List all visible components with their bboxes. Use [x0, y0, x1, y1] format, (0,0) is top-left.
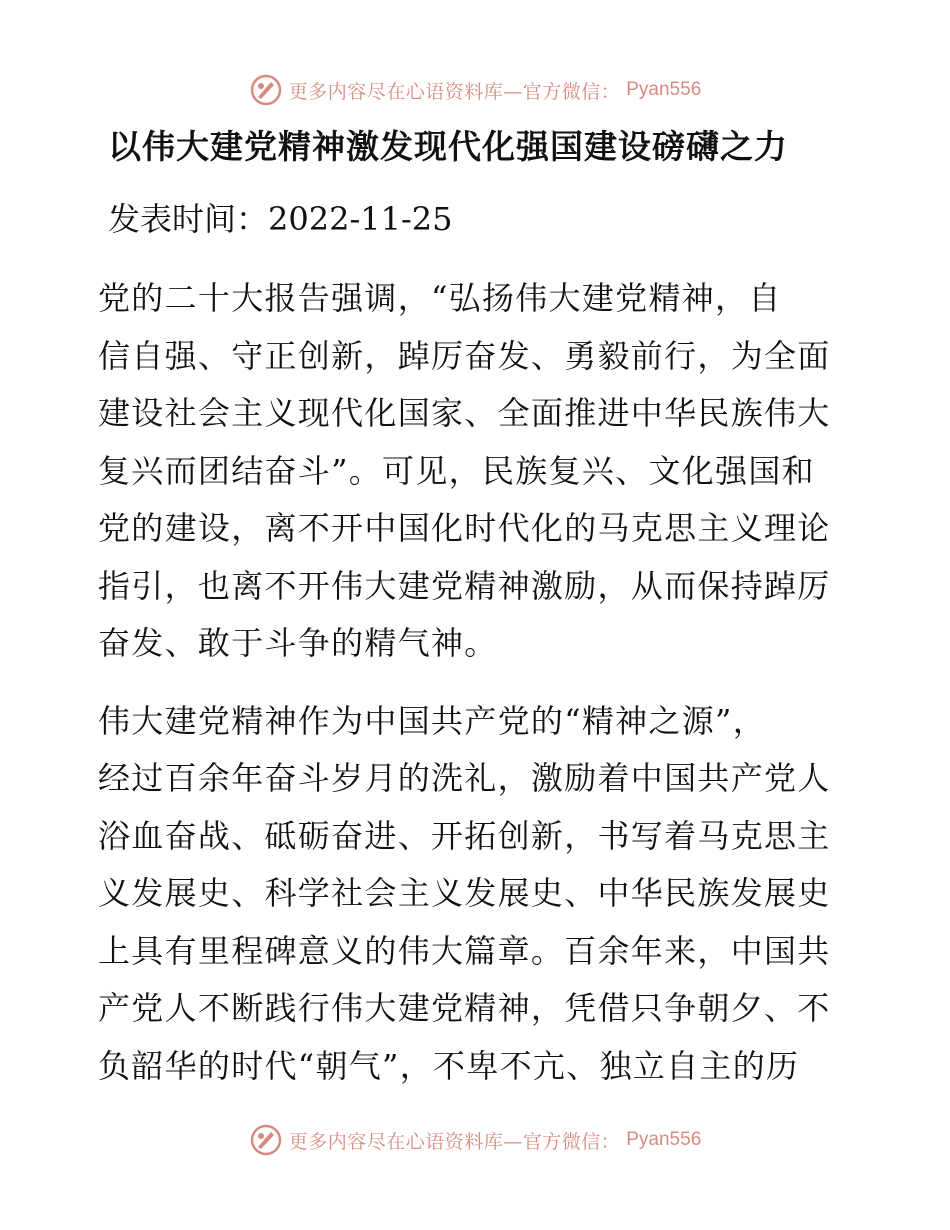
publish-date: 发表时间：2022-11-25	[108, 200, 453, 238]
document-body	[98, 118, 858, 1095]
watermark-account: Pyan556	[626, 79, 702, 100]
paragraph-1	[98, 270, 858, 673]
paragraph-2	[98, 693, 858, 1096]
paragraph-line: 建设社会主义现代化国家、全面推进中华民族伟大	[98, 394, 831, 432]
paragraph-line: 浴血奋战、砥砺奋进、开拓创新，书写着马克思主	[98, 816, 831, 855]
watermark-account: Pyan556	[626, 1129, 702, 1150]
document-title: 以伟大建党精神激发现代化强国建设磅礴之力	[108, 127, 788, 166]
watermark-text: 更多内容尽在心语资料库—官方微信：	[288, 80, 621, 103]
watermark-text: 更多内容尽在心语资料库—官方微信：	[288, 1130, 621, 1153]
paragraph-line: 党的建设，离不开中国化时代化的马克思主义理论	[98, 509, 831, 547]
paragraph-line: 伟大建党精神作为中国共产党的“精神之源”，	[98, 701, 767, 740]
footer-watermark	[0, 1120, 950, 1160]
paragraph-line: 奋发、敢于斗争的精气神。	[98, 624, 498, 662]
paragraph-line: 产党人不断践行伟大建党精神，凭借只争朝夕、不	[98, 989, 831, 1027]
paragraph-line: 义发展史、科学社会主义发展史、中华民族发展史	[98, 874, 831, 912]
paragraph-line: 负韶华的时代“朝气”，不卑不亢、独立自主的历	[98, 1046, 800, 1085]
paragraph-line: 复兴而团结奋斗”。可见，民族复兴、文化强国和	[98, 451, 815, 490]
paragraph-line: 党的二十大报告强调，“弘扬伟大建党精神，自	[98, 279, 782, 317]
header-watermark	[0, 70, 950, 110]
paragraph-line: 上具有里程碑意义的伟大篇章。百余年来，中国共	[98, 931, 831, 970]
paragraph-line: 信自强、守正创新，踔厉奋发、勇毅前行，为全面	[98, 336, 831, 375]
brand-logo-icon	[249, 1123, 283, 1157]
brand-logo-icon	[249, 73, 283, 107]
paragraph-line: 经过百余年奋斗岁月的洗礼，激励着中国共产党人	[98, 759, 831, 797]
paragraph-line: 指引，也离不开伟大建党精神激励，从而保持踔厉	[98, 566, 831, 605]
